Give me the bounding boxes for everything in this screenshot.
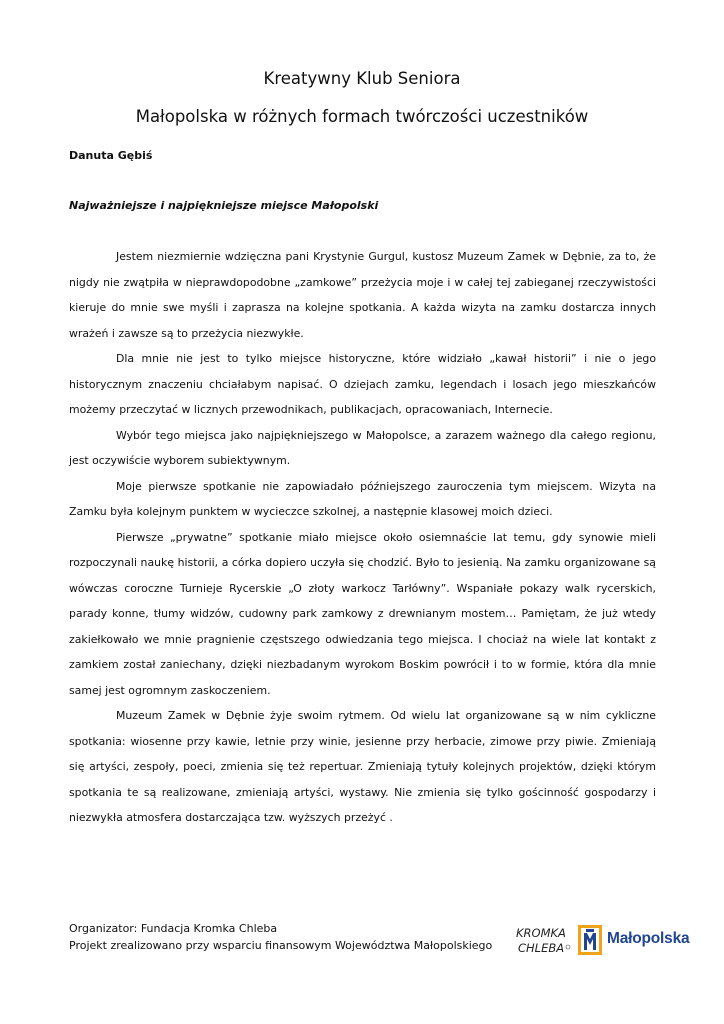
paragraph: Wybór tego miejsca jako najpiękniejszego w Małopolsce, a zarazem ważnego dla całego regionu, jest oczywiście wyborem subiektywnym.	[69, 428, 656, 467]
kromka-logo-line1: KROMKA	[516, 926, 566, 940]
kromka-chleba-logo	[514, 924, 572, 956]
footer-organizer: Organizator: Fundacja Kromka Chleba	[69, 922, 278, 935]
paragraph: Jestem niezmiernie wdzięczna pani Krystynie Gurgul, kustosz Muzeum Zamek w Dębnie, za to, że nigdy nie zwątpiła w nieprawdopodobne „zamkowe” przeżycia moje i w całej tej zabieganej rzeczywistości kieruje do mnie swe myśli i zaprasza na kolejne spotkania. A każda wizyta na zamku dostarcza innych wrażeń i zawsze są to przeżycia niezwykłe.	[69, 250, 656, 340]
kromka-logo-line2: CHLEBA	[518, 941, 565, 955]
footer-project: Projekt zrealizowano przy wsparciu finansowym Województwa Małopolskiego	[69, 939, 493, 952]
malopolska-crest-icon	[577, 924, 603, 956]
malopolska-logo	[577, 924, 689, 956]
malopolska-logo-text: Małopolska	[607, 930, 690, 947]
page-subtitle: Małopolska w różnych formach twórczości uczestników	[135, 107, 589, 126]
paragraph: Muzeum Zamek w Dębnie żyje swoim rytmem. Od wielu lat organizowane są w nim cykliczne spotkania: wiosenne przy kawie, letnie przy winie, jesienne przy herbacie, zimowe przy piwie. Zmieniają się artyści, zespoły, poeci, zmienia się też repertuar. Zmieniają tytuły kolejnych projektów, dzięki którym spotkania te są realizowane, zmieniają artyści, wystawy. Nie zmienia się tylko gościnność gospodarzy i niezwykła atmosfera dostarczająca tzw. wyższych przeżyć .	[69, 709, 656, 824]
paragraph: Pierwsze „prywatne” spotkanie miało miejsce około osiemnaście lat temu, gdy synowie mieli rozpoczynali naukę historii, a córka dopiero uczyła się chodzić. Było to jesienią. Na zamku organizowane są wówczas coroczne Turnieje Rycerskie „O złoty warkocz Tarłówny”. Wspaniałe pokazy walk rycerskich, parady konne, tłumy widzów, cudowny park zamkowy z drewnianym mostem… Pamiętam, że już wtedy zakiełkowało we mnie pragnienie częstszego odwiedzania tego miejsca. I chociaż na wiele lat kontakt z zamkiem został zaniechany, dzięki niezbadanym wyrokom Boskim powrócił i to w formie, która dla mnie samej jest ogromnym zaskoczeniem.	[69, 530, 656, 697]
paragraph: Dla mnie nie jest to tylko miejsce historyczne, które widziało „kawał historii” i nie o jego historycznym znaczeniu chciałabym napisać. O dziejach zamku, legendach i losach jego mieszkańców możemy przeczytać w licznych przewodnikach, publikacjach, opracowaniach, Internecie.	[69, 352, 656, 416]
footer	[69, 920, 492, 954]
essay-title: Najważniejsze i najpiękniejsze miejsce Małopolski	[69, 199, 379, 212]
essay-body	[69, 244, 656, 831]
page-title: Kreatywny Klub Seniora	[263, 69, 461, 88]
author-name: Danuta Gębiś	[69, 149, 153, 162]
paragraph: Moje pierwsze spotkanie nie zapowiadało późniejszego zauroczenia tym miejscem. Wizyta na Zamku była kolejnym punktem w wycieczce szkolnej, a następnie klasowej moich dzieci.	[69, 479, 656, 518]
